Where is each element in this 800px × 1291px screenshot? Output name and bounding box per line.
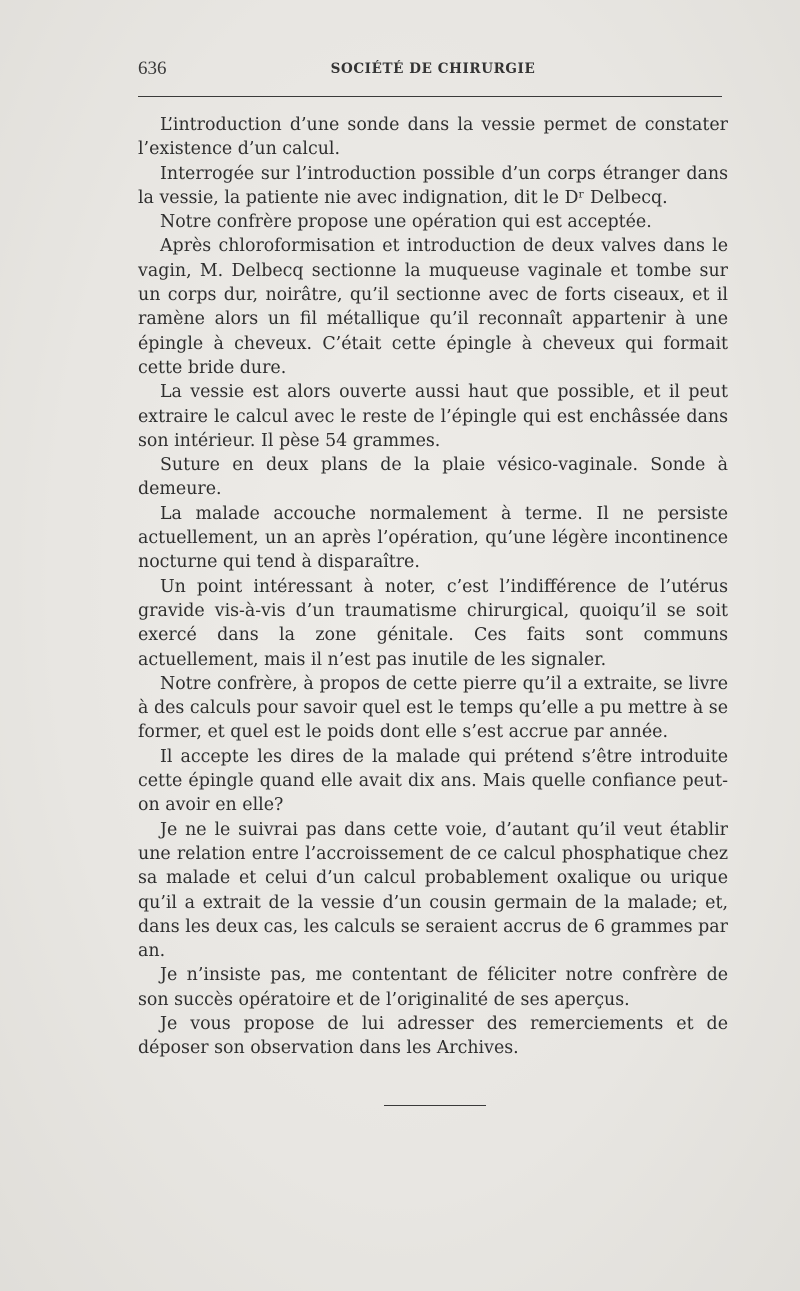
paragraph: La malade accouche normalement à terme. Il ne persiste actuellement, un an après l’opération, qu’une légère incontinence nocturne qui tend à disparaître. bbox=[138, 503, 728, 573]
paragraph: Notre confrère, à propos de cette pierre qu’il a extraite, se livre à des calculs pour savoir quel est le temps qu’elle a pu mettre à se former, et quel est le poids dont elle s’est accrue par année. bbox=[138, 673, 728, 743]
paragraph: Notre confrère propose une opération qui est acceptée. bbox=[160, 212, 652, 233]
paragraph: L’introduction d’une sonde dans la vessie permet de constater l’existence d’un calcul. bbox=[138, 115, 728, 160]
paragraph: Je n’insiste pas, me contentant de féliciter notre confrère de son succès opératoire et de l’originalité de ses aperçus. bbox=[138, 965, 728, 1010]
header-rule bbox=[138, 96, 722, 97]
paragraph: Après chloroformisation et introduction de deux valves dans le vagin, M. Delbecq sectionne la muqueuse vaginale et tombe sur un corps dur, noirâtre, qu’il sectionne avec de forts ciseaux, et il ramène alors un fil métallique qu’il reconnaît appartenir à une épingle à cheveux. C’était cette épingle à cheveux qui formait cette bride dure. bbox=[138, 236, 728, 378]
running-head: SOCIÉTÉ DE CHIRURGIE bbox=[330, 61, 536, 77]
end-rule bbox=[384, 1105, 486, 1106]
paragraph: Un point intéressant à noter, c’est l’indifférence de l’utérus gravide vis-à-vis d’un traumatisme chirurgical, quoiqu’il se soit exercé dans la zone génitale. Ces faits sont communs actuellement, mais il n’est pas inutile de les signaler. bbox=[138, 576, 728, 670]
paragraph: Interrogée sur l’introduction possible d’un corps étranger dans la vessie, la patiente nie avec indignation, dit le Dʳ Delbecq. bbox=[138, 163, 728, 208]
page-header bbox=[138, 58, 728, 82]
paragraph: Je vous propose de lui adresser des remerciements et de déposer son observation dans les Archives. bbox=[138, 1013, 728, 1059]
paragraph: Il accepte les dires de la malade qui prétend s’être introduite cette épingle quand elle avait dix ans. Mais quelle confiance peut-on avoir en elle? bbox=[138, 746, 728, 816]
article-body bbox=[138, 113, 728, 1061]
paragraph: Je ne le suivrai pas dans cette voie, d’autant qu’il veut établir une relation entre l’accroissement de ce calcul phosphatique chez sa malade et celui d’un calcul probablement oxalique ou urique qu’il a extrait de la vessie d’un cousin germain de la malade; et, dans les deux cas, les calculs se seraient accrus de 6 grammes par an. bbox=[138, 819, 728, 962]
paragraph: La vessie est alors ouverte aussi haut que possible, et il peut extraire le calcul avec le reste de l’épingle qui est enchâssée dans son intérieur. Il pèse 54 grammes. bbox=[138, 382, 728, 451]
paragraph: Suture en deux plans de la plaie vésico-vaginale. Sonde à demeure. bbox=[138, 455, 728, 500]
page-number: 636 bbox=[138, 58, 167, 79]
